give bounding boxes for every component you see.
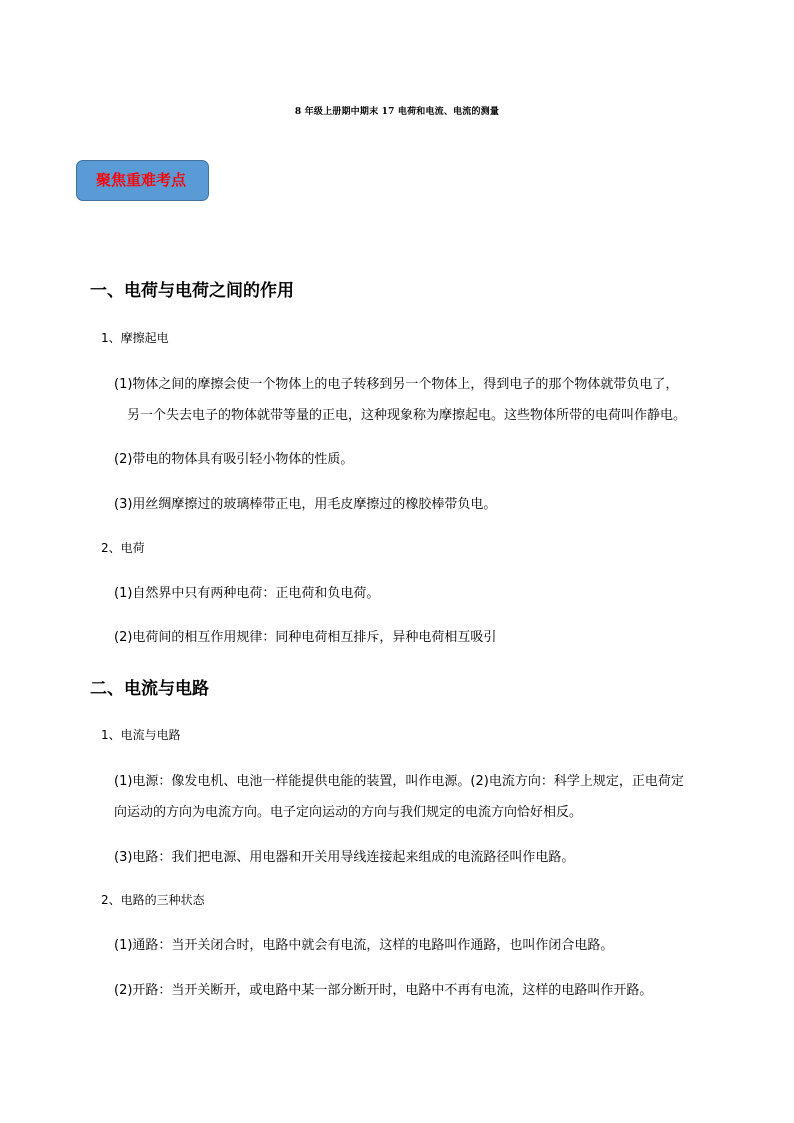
paragraph-line: (3)用丝绸摩擦过的玻璃棒带正电，用毛皮摩擦过的橡胶棒带负电。 <box>114 497 497 512</box>
subsection-heading-current-circuit: 1、电流与电路 <box>101 728 181 742</box>
paragraph-line: (3)电路：我们把电源、用电器和开关用导线连接起来组成的电流路径叫作电路。 <box>114 850 575 865</box>
paragraph-line: 向运动的方向为电流方向。电子定向运动的方向与我们规定的电流方向恰好相反。 <box>114 805 583 820</box>
paragraph-line: (1)物体之间的摩擦会使一个物体上的电子转移到另一个物体上，得到电子的那个物体就带负电了， <box>114 377 679 392</box>
paragraph-line: 另一个失去电子的物体就带等量的正电，这种现象称为摩擦起电。这些物体所带的电荷叫作静电。 <box>127 408 687 423</box>
subsection-heading-charge: 2、电荷 <box>101 541 145 555</box>
focus-badge: 聚焦重难考点 <box>76 160 209 201</box>
paragraph-line: (1)通路：当开关闭合时，电路中就会有电流，这样的电路叫作通路，也叫作闭合电路。 <box>114 938 614 953</box>
paragraph-line: (1)自然界中只有两种电荷：正电荷和负电荷。 <box>114 586 380 601</box>
paragraph-line: (2)带电的物体具有吸引轻小物体的性质。 <box>114 452 354 467</box>
paragraph-line: (2)开路：当开关断开，或电路中某一部分断开时，电路中不再有电流，这样的电路叫作开路。 <box>114 983 653 998</box>
subsection-heading-friction: 1、摩擦起电 <box>101 331 169 345</box>
section-heading-charges: 一、电荷与电荷之间的作用 <box>90 281 294 301</box>
document-title: 8 年级上册期中期末 17 电荷和电流、电流的测量 <box>294 107 500 117</box>
paragraph-line: (1)电源：像发电机、电池一样能提供电能的装置，叫作电源。(2)电流方向：科学上规定，正电荷定 <box>114 774 684 789</box>
paragraph-line: (2)电荷间的相互作用规律：同种电荷相互排斥，异种电荷相互吸引 <box>114 630 497 645</box>
subsection-heading-circuit-states: 2、电路的三种状态 <box>101 893 205 907</box>
section-heading-current-circuit: 二、电流与电路 <box>90 679 209 699</box>
